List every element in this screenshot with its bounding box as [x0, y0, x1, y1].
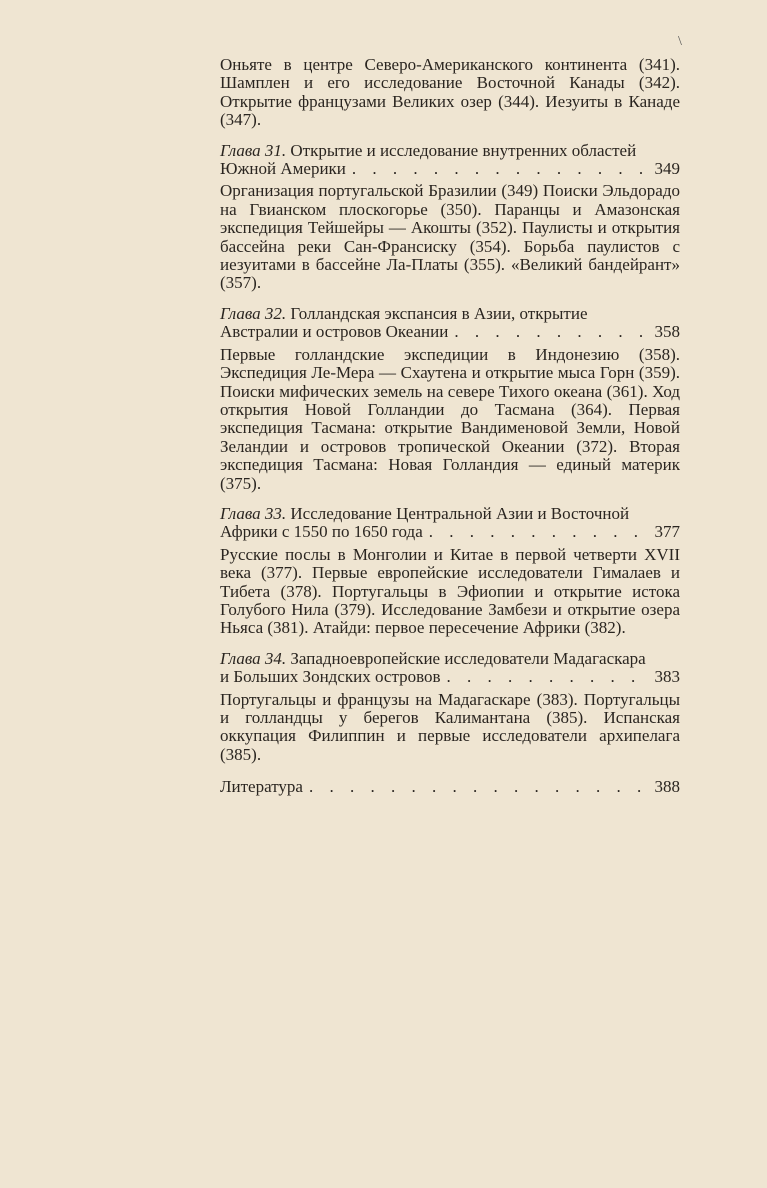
chapter-heading	[220, 505, 680, 542]
dot-leader	[447, 668, 649, 686]
chapter-title-start: Открытие и исследование внутренних областей	[290, 140, 637, 160]
chapter-heading	[220, 650, 680, 687]
page-number: 358	[654, 322, 680, 342]
chapter-title-start: Голландская экспансия в Азии, открытие	[290, 303, 588, 323]
chapter-summary: Первые голландские экспедиции в Индонезию (358). Экспедиция Ле-Мера — Схаутена и открытие мыса Горн (359). Поиски мифических земель на севере Тихого океана (361). Ход открытия Новой Голландии до Тасмана (364). Первая экспедиция Тасмана: открытие Вандименовой Земли, Новой Зеландии и островов тропической Океании (372). Вторая экспедиция Тасмана: Новая Голландия — единый материк (375).	[220, 344, 680, 493]
chapter-31	[220, 142, 680, 293]
chapter-32	[220, 305, 680, 493]
chapter-34	[220, 650, 680, 764]
chapter-title-end: Южной Америки	[220, 159, 346, 179]
chapter-heading	[220, 305, 680, 342]
chapter-label: Глава 31.	[220, 140, 287, 160]
chapter-summary: Португальцы и французы на Мадагаскаре (383). Португальцы и голландцы у берегов Калимантана (385). Испанская оккупация Филиппин и первые исследователи архипелага (385).	[220, 689, 680, 764]
page-number: 383	[654, 667, 680, 687]
dot-leader	[429, 523, 649, 541]
dot-leader	[454, 323, 648, 341]
chapter-summary: Русские послы в Монголии и Китае в первой четверти XVII века (377). Первые европейские исследователи Гималаев и Тибета (378). Португальцы в Эфиопии и открытие истока Голубого Нила (379). Исследование Замбези и открытие озера Ньяса (381). Атайди: первое пересечение Африки (382).	[220, 544, 680, 638]
margin-mark: \	[678, 34, 682, 49]
page-number: 377	[654, 522, 680, 542]
dot-leader	[309, 778, 649, 796]
bibliography-entry	[220, 778, 680, 796]
intro-paragraph: Оньяте в центре Северо-Американского континента (341). Шамплен и его исследование Восточной Канады (342). Открытие французами Великих озер (344). Иезуиты в Канаде (347).	[220, 55, 680, 130]
chapter-title-end: и Больших Зондских островов	[220, 667, 441, 687]
chapter-title-end: Африки с 1550 по 1650 года	[220, 522, 423, 542]
page-number: 388	[654, 777, 680, 797]
chapter-title-start: Исследование Центральной Азии и Восточной	[290, 503, 630, 523]
chapter-summary: Организация португальской Бразилии (349) Поиски Эльдорадо на Гвианском плоскогорье (350). Паранцы и Амазонская экспедиция Тейшейры — Акошты (352). Паулисты и открытия бассейна реки Сан-Франсиску (354). Борьба паулистов с иезуитами в бассейне Ла-Платы (355). «Великий бандейрант» (357).	[220, 181, 680, 293]
dot-leader	[352, 160, 649, 178]
chapter-title-end: Австралии и островов Океании	[220, 322, 449, 342]
chapter-33	[220, 505, 680, 638]
page-number: 349	[654, 159, 680, 179]
chapter-title-start: Западноевропейские исследователи Мадагаскара	[290, 648, 646, 668]
toc-page	[220, 56, 680, 801]
chapter-label: Глава 32.	[220, 303, 287, 323]
bibliography-label: Литература	[220, 777, 303, 797]
chapter-label: Глава 33.	[220, 503, 287, 523]
chapter-heading	[220, 142, 680, 179]
chapter-label: Глава 34.	[220, 648, 287, 668]
